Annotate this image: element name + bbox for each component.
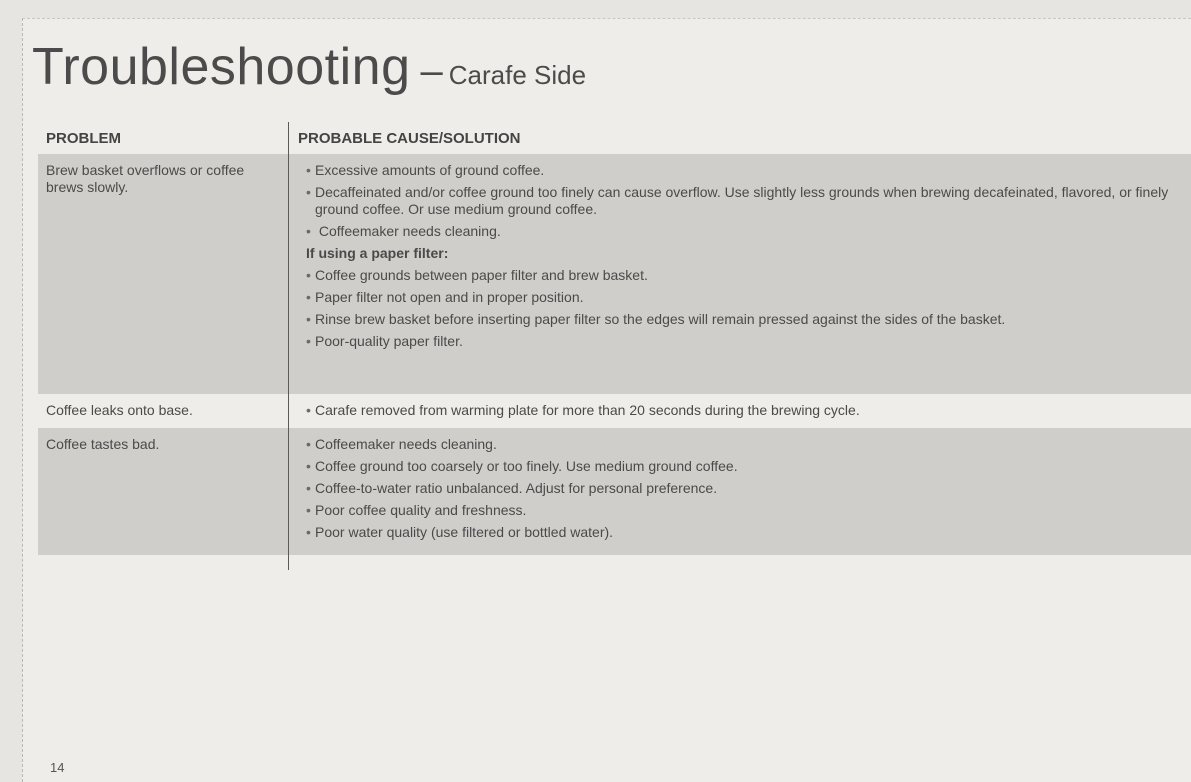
- title-subtitle: Carafe Side: [448, 60, 587, 90]
- column-header-cause: PROBABLE CAUSE/SOLUTION: [298, 130, 521, 147]
- cause-list: [306, 436, 1181, 546]
- cause-subhead: If using a paper filter:: [306, 245, 449, 261]
- cause-item: • Coffee ground too coarsely or too finely. Use medium ground coffee.: [306, 458, 1181, 475]
- cause-item: • Poor coffee quality and freshness.: [306, 502, 1181, 519]
- cause-item: • Coffee-to-water ratio unbalanced. Adjust for personal preference.: [306, 480, 1181, 497]
- cause-item: • Poor-quality paper filter.: [306, 333, 1181, 350]
- problem-text: Coffee tastes bad.: [46, 436, 160, 452]
- column-divider: [288, 122, 289, 570]
- title-main: Troubleshooting: [32, 38, 411, 96]
- column-header-problem: PROBLEM: [46, 130, 121, 147]
- cause-item: • Paper filter not open and in proper position.: [306, 289, 1181, 306]
- table-row: [38, 154, 1191, 394]
- problem-text: Coffee leaks onto base.: [46, 402, 193, 418]
- table-row: [38, 396, 1191, 426]
- cause-item: • Excessive amounts of ground coffee.: [306, 162, 1181, 179]
- table-row: [38, 428, 1191, 555]
- cause-item: • Coffeemaker needs cleaning.: [306, 436, 1181, 453]
- problem-text: Brew basket overflows or coffee brews slowly.: [46, 162, 245, 195]
- page-title: [32, 37, 586, 97]
- title-dash: –: [420, 49, 443, 93]
- cause-item: • Coffee grounds between paper filter and brew basket.: [306, 267, 1181, 284]
- cause-list: [306, 402, 1181, 424]
- cause-list: [306, 162, 1181, 355]
- cause-item: • Poor water quality (use filtered or bottled water).: [306, 524, 1181, 541]
- cause-item: • Coffeemaker needs cleaning.: [306, 223, 1181, 240]
- page-number: 14: [50, 760, 65, 775]
- cause-item: • Carafe removed from warming plate for more than 20 seconds during the brewing cycle.: [306, 402, 1181, 419]
- cause-item: • Decaffeinated and/or coffee ground too finely can cause overflow. Use slightly less grounds when brewing decafeinated, flavored, or finely ground coffee. Or use medium ground coffee.: [306, 184, 1181, 218]
- cause-item: • Rinse brew basket before inserting paper filter so the edges will remain pressed against the sides of the basket.: [306, 311, 1181, 328]
